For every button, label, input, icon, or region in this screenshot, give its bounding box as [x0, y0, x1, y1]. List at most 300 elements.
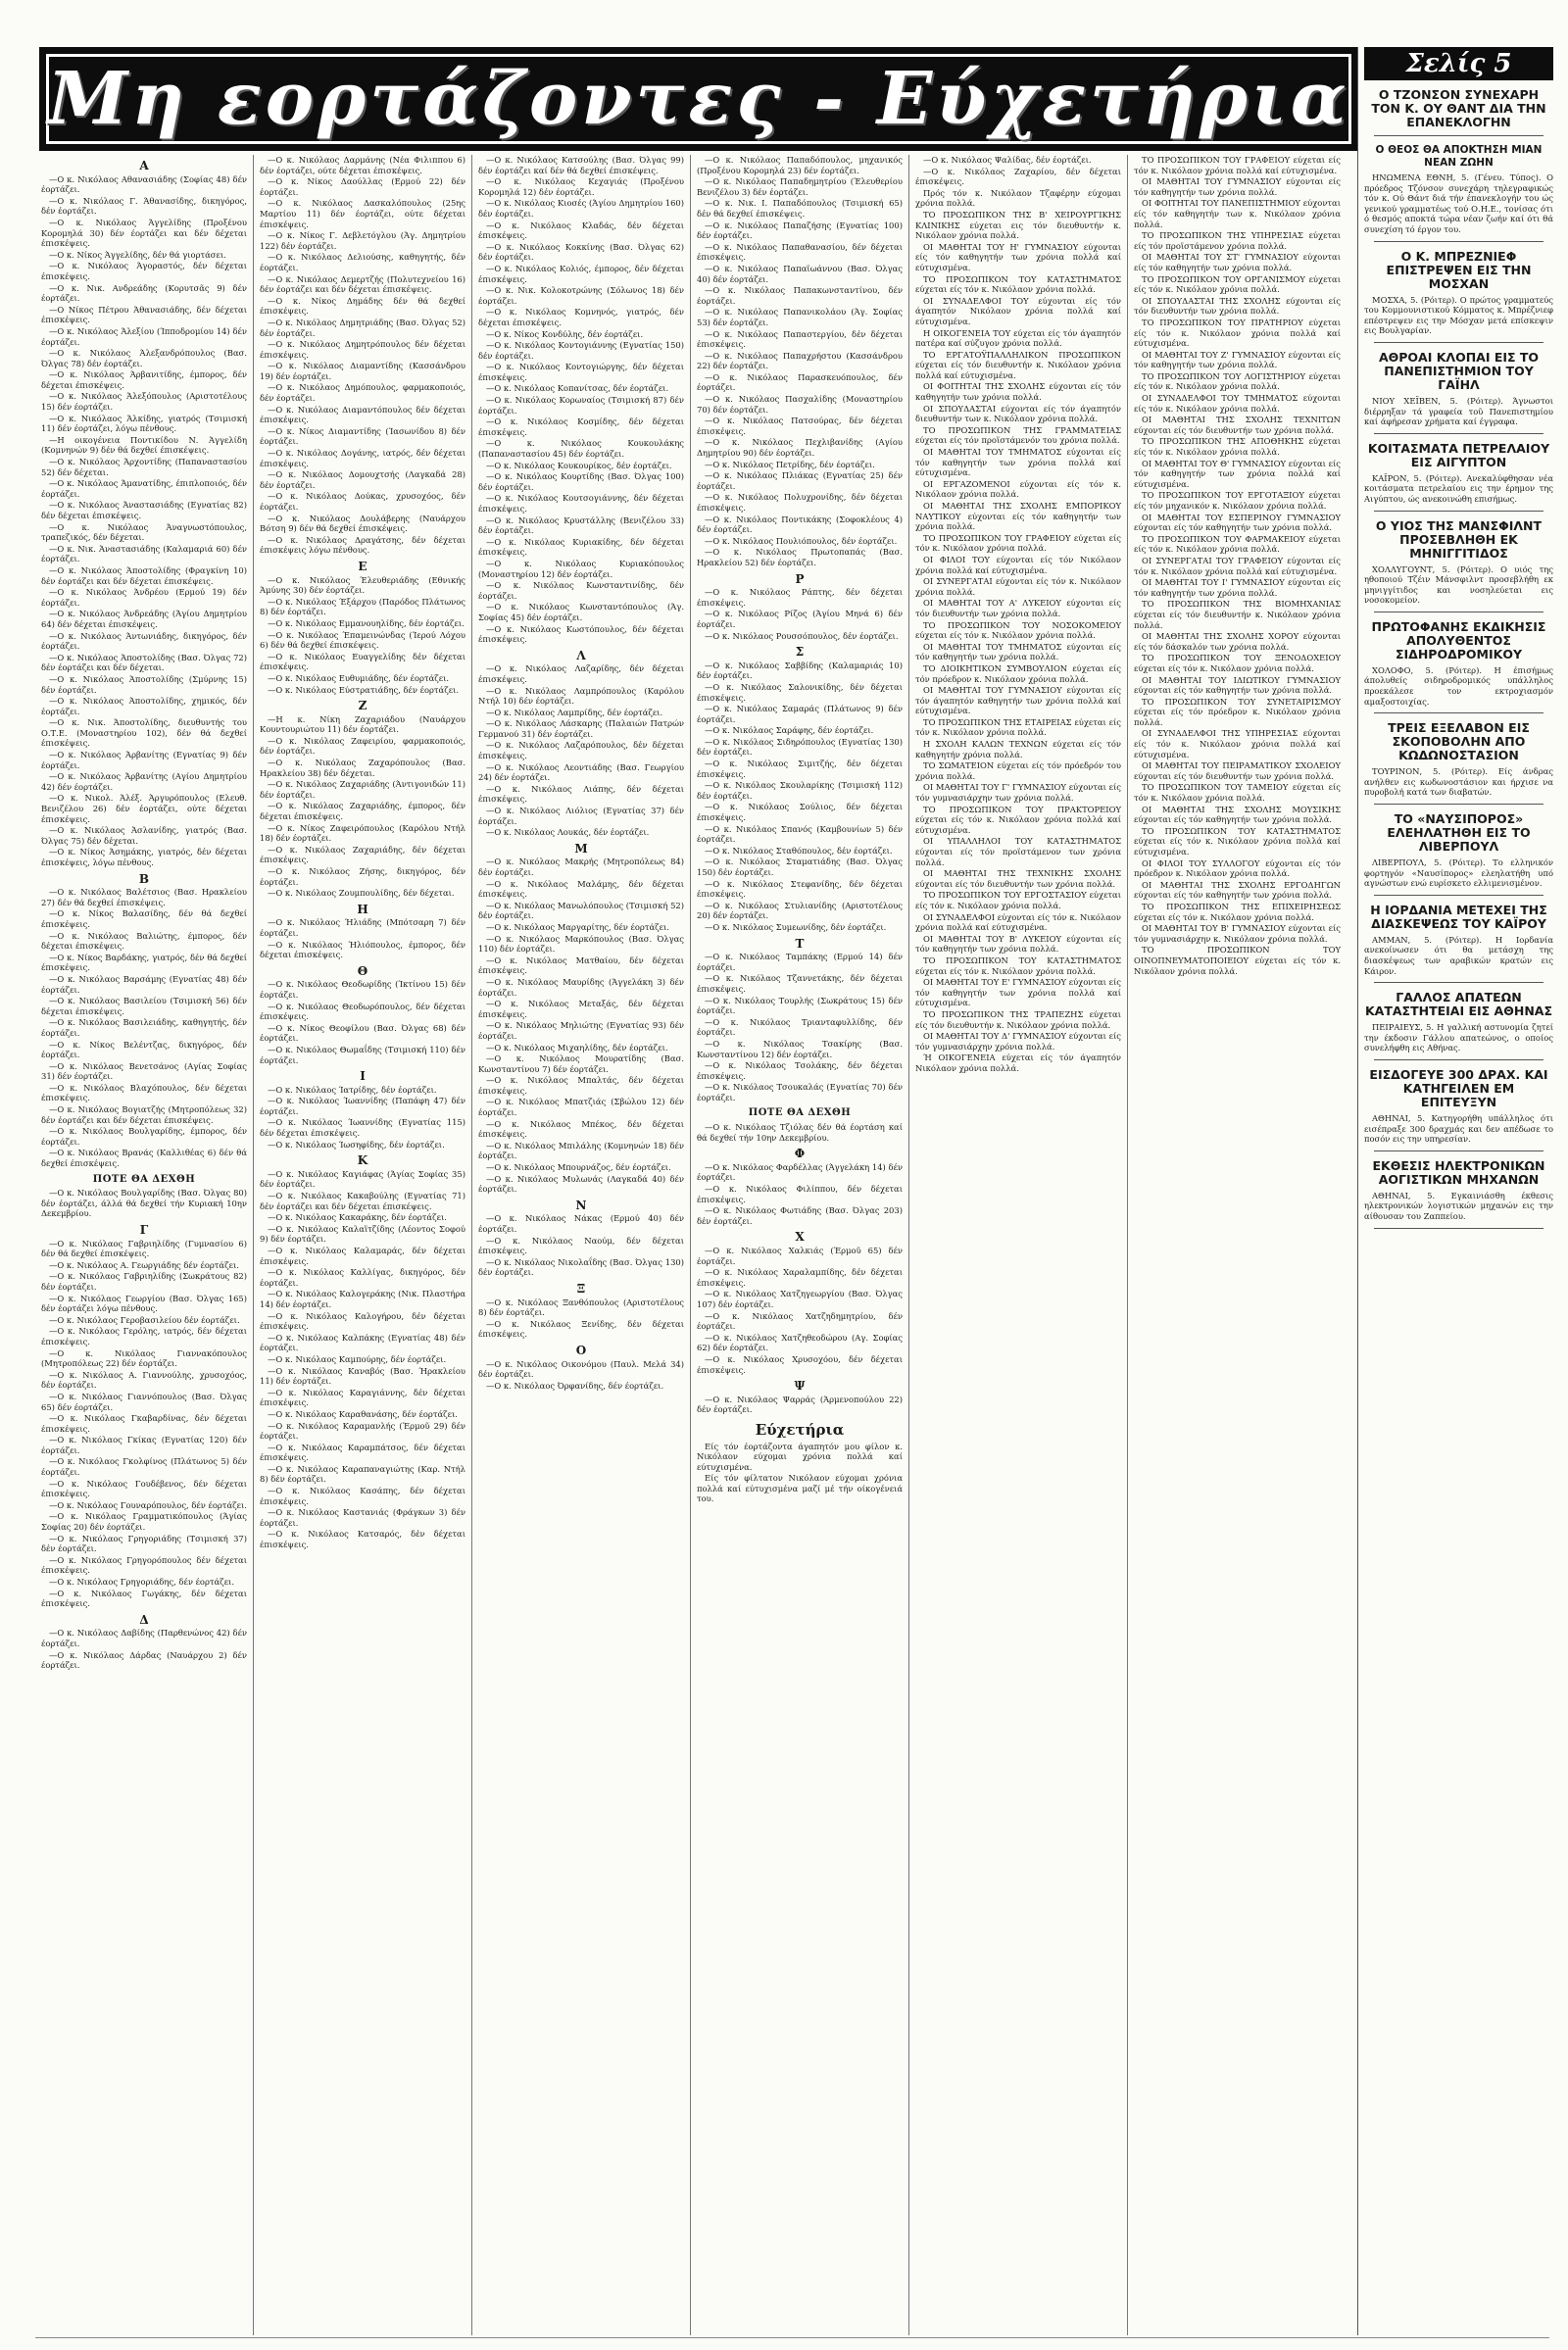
list-item: —Ο κ. Νικ. Ανδρεάδης (Κορυτσᾶς 9) δέν έορτάζει. — [41, 282, 247, 304]
list-item: —Ο κ. Νικόλαος Δάρδας (Ναυάρχου 2) δέν έορτάζει. — [41, 1649, 247, 1671]
divider — [1374, 1228, 1544, 1229]
list-item: —Ο κ. Νικόλαος Λιόλιος (Εγνατίας 37) δέν έορτάζει. — [478, 806, 684, 826]
list-item: —Ο κ. Νικόλαος Βογιατζής (Μητροπόλεως 32) δέν έορτάζει και δέν δέχεται έπισκέψεις. — [41, 1104, 247, 1125]
news-body: ΑΘΗΝΑΙ, 5. Κατηγορήθη υπάλληλος ότι εισέπραξε 300 δραχμάς και δεν απέδωσε το ποσόν εις την υπηρεσίαν. — [1364, 1112, 1553, 1145]
list-item: —Ο κ. Νικόλαος Καλπάκης (Εγνατίας 48) δέν έορτάζει. — [260, 1332, 466, 1353]
list-item: ΤΟ ΠΡΟΣΩΠΙΚΟΝ ΤΟΥ ΠΡΑΚΤΟΡΕΙΟΥ εύχεται είς τόν κ. Νικόλαον χρόνια πολλά καί εύτυχισμένα. — [915, 804, 1121, 835]
list-item: —Ο κ. Νικόλαος Άνδρέου (Ερμού 19) δέν έορτάζει. — [41, 587, 247, 608]
list-item: —Ο κ. Νικόλαος Γιαννόπουλος (Βασ. Όλγας 65) δέν έορτάζει. — [41, 1391, 247, 1412]
list-item: ΤΟ ΠΡΟΣΩΠΙΚΟΝ ΤΟΥ ΟΡΓΑΝΙΣΜΟΥ εύχεται είς τόν κ. Νικόλαον χρόνια πολλά. — [1134, 273, 1341, 295]
list-item: ΟΙ ΜΑΘΗΤΑΙ ΤΟΥ ΓΥΜΝΑΣΙΟΥ εύχονται είς τόν καθηγητήν των χρόνια πολλά. — [1134, 176, 1341, 197]
list-item: —Ο κ. Νικόλαος Κιοσές (Άγίου Δημητρίου 160) δέν έορτάζει. — [478, 198, 684, 219]
list-item: —Ο κ. Νικόλαος Κατσούλης (Βασ. Όλγας 99) δέν έορτάζει καί δέν θά δεχθεί έπισκέψεις. — [478, 155, 684, 175]
list-item: —Ο κ. Νικόλαος Κωνσταντινίδης, δέν έορτάζει. — [478, 580, 684, 601]
column-3 — [472, 155, 691, 2335]
list-item: —Ο κ. Νικόλαος Μαργαρίτης, δέν έορτάζει. — [486, 921, 669, 932]
list-item: Ή ΟΙΚΟΓΕΝΕΙΑ εύχεται είς τόν άγαπητόν Νικόλαον χρόνια πολλά. — [915, 1053, 1121, 1073]
list-item: —Ο κ. Νικόλαος Μεταξάς, δέν δέχεται έπισκέψεις. — [478, 999, 684, 1019]
list-item: —Ο κ. Νικόλαος Κυριακόπουλος (Μοναστηρίου 12) δέν έορτάζει. — [478, 558, 684, 579]
divider — [1374, 712, 1544, 713]
divider — [1374, 135, 1544, 136]
list-item: —Ο κ. Νικόλαος Φαρδέλλας (Άγγελάκη 14) δέν έορτάζει. — [697, 1161, 903, 1183]
list-item: —Ο κ. Νικόλαος Ξανθόπουλος (Αριστοτέλους 8) δέν έορτάζει. — [478, 1297, 684, 1318]
list-item: ΟΙ ΜΑΘΗΤΑΙ ΤΟΥ ΙΔΙΩΤΙΚΟΥ ΓΥΜΝΑΣΙΟΥ εύχονται είς τόν καθηγητήν των χρόνια πολλά. — [1134, 674, 1341, 696]
list-item: —Ο κ. Νικόλαος Γ. Άθανασίδης, δικηγόρος, δέν έορτάζει. — [41, 195, 247, 217]
section-letter: Θ — [357, 963, 368, 978]
list-item: —Ο κ. Νίκος Άσημάκης, γιατρός, δέν δέχεται έπισκέψεις, λόγω πένθους. — [41, 847, 247, 867]
list-item: —Ο κ. Νικόλαος Τσακίρης (Βασ. Κωνσταντίνου 12) δέν έορτάζει. — [697, 1038, 903, 1059]
list-item: ΟΙ ΜΑΘΗΤΑΙ ΤΟΥ Θ' ΓΥΜΝΑΣΙΟΥ εύχονται είς τόν καθηγητήν των χρόνια πολλά καί εύτυχισμένα. — [1134, 458, 1341, 489]
news-body: ΑΜΜΑΝ, 5. (Ρόιτερ). Η Ιορδανία ανεκοίνωσεν ότι θα μετάσχη της διασκέψεως των αραβικών κρατών εις Κάιρον. — [1364, 934, 1553, 976]
news-headline: ΓΑΛΛΟΣ ΑΠΑΤΕΩΝ ΚΑΤΑΣΤΗΤΕΙΑΙ ΕΙΣ ΑΘΗΝΑΣ — [1365, 990, 1552, 1019]
section-letter: Ζ — [358, 699, 368, 713]
list-item: —Ο κ. Νικολ. Άλέξ. Άργυρόπουλος (Ελευθ. Βενιζέλου 26) δέν έορτάζει, ούτε δέχεται έπισκέψεις. — [41, 793, 247, 824]
list-item: —Ο κ. Νικόλαος Έπαμεινώνδας (Ίερού Λόχου 6) δέν θά δεχθεί έπισκέψεις. — [260, 629, 466, 651]
list-item: ΟΙ ΣΠΟΥΔΑΣΤΑΙ ΤΗΣ ΣΧΟΛΗΣ εύχονται είς τόν διευθυντήν των χρόνια πολλά. — [1134, 295, 1341, 317]
section-letter: Β — [138, 871, 150, 886]
list-item: —Ο κ. Νικόλαος Νάκας (Ερμού 40) δέν έορτάζει. — [478, 1213, 684, 1234]
section-letter: Ψ — [794, 1379, 806, 1394]
list-item: Είς τόν έορτάζοντα άγαπητόν μου φίλον κ. Νικόλαον εύχομαι χρόνια πολλά καί εύτυχισμένα. — [697, 1441, 903, 1472]
list-item: —Ο κ. Νικόλαος Μπέκος, δέν δέχεται έπισκέψεις. — [478, 1118, 684, 1140]
list-item: —Ο κ. Νικόλαος Βρανάς (Καλλιθέας 6) δέν θά δεχθεί έπισκέψεις. — [41, 1148, 247, 1169]
list-item: —Ο κ. Νικόλαος Δεμερτζής (Πολυτεχνείου 16) δέν έορτάζει και δέν δέχεται έπισκέψεις. — [260, 273, 466, 295]
list-item: —Ο κ. Νικόλαος Γκίκας (Εγνατίας 120) δέν έορτάζει. — [41, 1435, 247, 1455]
list-item: —Ο κ. Νικόλαος Άναστασιάδης (Εγνατίας 82) δέν δέχεται έπισκέψεις. — [41, 500, 247, 520]
list-item: —Ο κ. Νικόλαος Τουρλής (Σωκράτους 15) δέν έορτάζει. — [697, 995, 903, 1016]
list-item: ΟΙ ΦΙΛΟΙ ΤΟΥ εύχονται είς τόν Νικόλαον χρόνια πολλά καί εύτυχισμένα. — [915, 554, 1121, 575]
list-item: —Ο κ. Νικόλαος Άλεξόπουλος (Αριστοτέλους 15) δέν έορτάζει. — [41, 391, 247, 413]
list-item: ΟΙ ΜΑΘΗΤΑΙ ΤΟΥ ΤΜΗΜΑΤΟΣ εύχονται είς τόν καθηγητήν των χρόνια πολλά. — [915, 641, 1121, 662]
list-item: —Η οικογένεια Ποντικίδου Ν. Άγγελίδη (Κομνηνών 9) δέν θά δεχθεί έπισκέψεις. — [41, 434, 247, 456]
list-item: Η ΣΧΟΛΗ ΚΑΛΩΝ ΤΕΧΝΩΝ εύχεται είς τόν καθηγητήν χρόνια πολλά. — [915, 739, 1121, 759]
list-item: —Ο κ. Νικόλαος Τριανταφυλλίδης, δέν έορτάζει. — [697, 1016, 903, 1038]
list-item: —Ο κ. Νικόλαος Κοσμίδης, δέν δέχεται έπισκέψεις. — [478, 416, 684, 437]
list-item: —Ο κ. Νικόλαος Κατσαρός, δέν δέχεται έπισκέψεις. — [260, 1529, 466, 1550]
list-item: —Ο κ. Νικόλαος Ποντικάκης (Σοφοκλέους 4) δέν έορτάζει. — [697, 514, 903, 535]
list-item: Είς τόν φίλτατον Νικόλαον εύχομαι χρόνια πολλά καί εύτυχισμένα μαζί μέ τήν οίκογένειά του. — [697, 1473, 903, 1504]
list-item: —Ο κ. Νικόλαος Ζαχαρόπουλος (Βασ. Ηρακλείου 38) δέν δέχεται. — [260, 758, 466, 778]
list-item: —Ο κ. Νικόλαος Ζουμπουλίδης, δέν δέχεται. — [268, 888, 455, 899]
list-item: —Ο κ. Νικόλαος Βαλέτσιος (Βασ. Ηρακλείου 27) δέν θά δεχθεί έπισκέψεις. — [41, 887, 247, 907]
list-item: —Ο κ. Νικόλαος Τζαννετάκης, δέν δέχεται έπισκέψεις. — [697, 973, 903, 994]
list-item: —Ο κ. Νικόλαος Γρηγορόπουλος δέν δέχεται έπισκέψεις. — [41, 1554, 247, 1576]
news-headline: Η ΙΟΡΔΑΝΙΑ ΜΕΤΕΧΕΙ ΤΗΣ ΔΙΑΣΚΕΨΕΩΣ ΤΟΥ ΚΑΪΡΟΥ — [1370, 902, 1547, 931]
list-item: ΟΙ ΣΥΝΕΡΓΑΤΑΙ ΤΟΥ ΓΡΑΦΕΙΟΥ εύχονται είς τόν κ. Νικόλαον χρόνια πολλά καί εύτυχισμένα. — [1134, 555, 1341, 576]
list-item: —Ο κ. Νικόλαος Γραμματικόπουλος (Άγίας Σοφίας 20) δέν έορτάζει. — [41, 1511, 247, 1533]
list-item: —Ο κ. Νικόλαος Δραγάτσης, δέν δέχεται έπισκέψεις λόγω πένθους. — [260, 534, 466, 556]
list-item: —Ο κ. Νικόλαος Σαββίδης (Καλαμαριάς 10) δέν έορτάζει. — [697, 660, 903, 681]
list-item: ΟΙ ΣΥΝΑΔΕΛΦΟΙ εύχονται είς τόν κ. Νικόλαον χρόνια πολλά καί εύτυχισμένα. — [915, 911, 1121, 933]
list-item: —Ο κ. Νικόλαος Παπαϊωάννου (Βασ. Όλγας 40) δέν έορτάζει. — [697, 263, 903, 284]
news-body: ΛΙΒΕΡΠΟΥΛ, 5. (Ρόιτερ). Το ελληνικόν φορτηγόν «Ναυσίπορος» ελεηλατήθη υπό αγνώστων ενώ ευρίσκετο ελλιμενισμένον. — [1364, 857, 1553, 889]
list-item: —Ο κ. Νικόλαος Μπαλτάς, δέν δέχεται έπισκέψεις. — [478, 1075, 684, 1096]
list-item: —Ο κ. Νικ. Ι. Παπαδόπουλος (Τσιμισκή 65) δέν θά δεχθεί έπισκέψεις. — [697, 198, 903, 219]
list-item: —Ο κ. Νικόλαος Καλαϊτζίδης (Λέοντος Σοφού 9) δέν έορτάζει. — [260, 1223, 466, 1245]
list-item: —Ο κ. Νικόλαος Λιάπης, δέν δέχεται έπισκέψεις. — [478, 783, 684, 805]
list-item: ΟΙ ΦΙΛΟΙ ΤΟΥ ΣΥΛΛΟΓΟΥ εύχονται είς τόν πρόεδρον κ. Νικόλαον χρόνια πολλά. — [1134, 857, 1341, 879]
divider — [1374, 982, 1544, 983]
list-item: —Ο κ. Νικόλαος Καστανιάς (Φράγκων 3) δέν έορτάζει. — [260, 1507, 466, 1528]
list-item: —Ο κ. Νικόλαος Γκολφίνος (Πλάτωνος 5) δέν έορτάζει. — [41, 1456, 247, 1478]
list-item: —Ο κ. Νικόλαος Ήλιάδης (Μπότσαρη 7) δέν έορτάζει. — [260, 917, 466, 938]
news-body: ΑΘΗΝΑΙ, 5. Εγκαινιάσθη έκθεσις ηλεκτρονικών λογιστικών μηχανών εις την αίθουσαν του Ζαππείου. — [1364, 1190, 1553, 1221]
divider — [1374, 804, 1544, 805]
list-item: —Ο κ. Νικόλαος Κουρτίδης (Βασ. Όλγας 100) δέν έορτάζει. — [478, 471, 684, 492]
list-item: —Ο κ. Νικόλαος Φωτιάδης (Βασ. Όλγας 203) δέν έορτάζει. — [697, 1205, 903, 1226]
section-letter: Ο — [575, 1343, 587, 1357]
list-item: ΤΟ ΠΡΟΣΩΠΙΚΟΝ ΤΟΥ ΚΑΤΑΣΤΗΜΑΤΟΣ εύχεται είς τόν κ. Νικόλαον χρόνια πολλά. — [915, 955, 1121, 976]
list-item: —Ο κ. Νικόλαος Μανωλόπουλος (Τσιμισκή 52) δέν έορτάζει. — [478, 900, 684, 921]
divider — [1374, 241, 1544, 242]
list-item: —Ο κ. Νικόλαος Ίωαννίδης (Εγνατίας 115) δέν δέχεται έπισκέψεις. — [260, 1117, 466, 1139]
list-item: ΟΙ ΜΑΘΗΤΑΙ ΤΗΣ ΣΧΟΛΗΣ ΜΟΥΣΙΚΗΣ εύχονται είς τόν καθηγητήν των χρόνια πολλά. — [1134, 804, 1341, 825]
list-item: —Ο κ. Νικόλαος Γαβριηλίδης (Γυμνασίου 6) δέν θά δεχθεί έπισκέψεις. — [41, 1238, 247, 1259]
list-item: —Ο κ. Νικόλαος Θωμαΐδης (Τσιμισκή 110) δέν έορτάζει. — [260, 1044, 466, 1065]
list-item: —Ο κ. Νίκος Δαούλλας (Ερμού 22) δέν έορτάζει. — [260, 176, 466, 197]
list-item: —Ο κ. Νικόλαος Χατζηθεοδώρου (Αγ. Σοφίας 62) δέν έορτάζει. — [697, 1332, 903, 1353]
section-letter: Γ — [139, 1223, 149, 1237]
section-letter: Τ — [795, 936, 805, 951]
listing-columns — [35, 155, 1348, 2335]
masthead-text: Μη εορτάζοντες - Εύχετήρια — [47, 57, 1350, 141]
list-item: —Ο κ. Νικόλαος Παπαζήσης (Εγνατίας 100) δέν έορτάζει. — [697, 220, 903, 241]
list-item: ΟΙ ΜΑΘΗΤΑΙ ΤΗΣ ΣΧΟΛΗΣ ΧΟΡΟΥ εύχονται είς τόν δάσκαλόν των χρόνια πολλά. — [1134, 631, 1341, 652]
list-item: —Ο κ. Νικόλαος Κοκκίνης (Βασ. Όλγας 62) δέν έορτάζει. — [478, 241, 684, 263]
list-item: —Ο κ. Νικόλαος Μιχαηλίδης, δέν έορτάζει. — [486, 1042, 668, 1053]
list-item: —Ο κ. Νικόλαος Άρχοντίδης (Παπαναστασίου 52) δέν δέχεται. — [41, 457, 247, 477]
list-item: —Ο κ. Νικόλαος Παπαθανασίου, δέν δέχεται έπισκέψεις. — [697, 241, 903, 263]
list-item: —Ο κ. Νικόλαος Λαζαρόπουλος, δέν δέχεται έπισκέψεις. — [478, 740, 684, 761]
list-item: —Ο κ. Νικόλαος Καραπαναγιώτης (Καρ. Ντήλ 8) δέν έορτάζει. — [260, 1463, 466, 1485]
list-item: —Ο κ. Νικόλαος Άρβανιτίδης, έμπορος, δέν δέχεται έπισκέψεις. — [41, 369, 247, 390]
list-item: —Ο κ. Νικόλαος Βενετσάνος (Αγίας Σοφίας 31) δέν έορτάζει. — [41, 1060, 247, 1082]
list-item: —Ο κ. Νίκος Κονδύλης, δέν έορτάζει. — [486, 328, 644, 339]
list-item: —Ο κ. Νικόλαος Μακρής (Μητροπόλεως 84) δέν έορτάζει. — [478, 857, 684, 877]
list-item: —Ο κ. Νικόλαος Κρυστάλλης (Βενιζέλου 33) δέν έορτάζει. — [478, 514, 684, 536]
list-item: —Ο κ. Νικόλαος Καλογεράκης (Νικ. Πλαστήρα 14) δέν έορτάζει. — [260, 1289, 466, 1309]
news-body: ΧΟΛΛΥΓΟΥΝΤ, 5. (Ρόιτερ). Ο υιός της ηθοποιού Τζέιν Μάνσφιλντ προσεβλήθη εκ μηνιγγίτιδος και νοσηλεύεται εις νοσοκομείον. — [1364, 563, 1553, 606]
list-item: —Ο κ. Νικόλαος Καγιάφας (Άγίας Σοφίας 35) δέν έορτάζει. — [260, 1168, 466, 1190]
list-item: ΟΙ ΣΥΝΑΔΕΛΦΟΙ ΤΗΣ ΥΠΗΡΕΣΙΑΣ εύχονται είς τόν κ. Νικόλαον χρόνια πολλά καί εύτυχισμένα. — [1134, 728, 1341, 759]
section-letter: Ξ — [576, 1281, 586, 1296]
list-item: ΟΙ ΜΑΘΗΤΑΙ ΤΟΥ ΠΕΙΡΑΜΑΤΙΚΟΥ ΣΧΟΛΕΙΟΥ εύχονται είς τόν διευθυντήν των χρόνια πολλά. — [1134, 760, 1341, 781]
list-item: —Ο κ. Νικόλαος Λουκάς, δέν έορτάζει. — [486, 827, 650, 838]
list-item: —Ο κ. Νικόλαος Σκουλαρίκης (Τσιμισκή 112) δέν έορτάζει. — [697, 780, 903, 801]
list-item: —Ο κ. Νίκος Θεοφίλου (Βασ. Όλγας 68) δέν έορτάζει. — [260, 1022, 466, 1044]
list-item: —Ο κ. Νικόλαος Δημητριάδης (Βασ. Όλγας 52) δέν έορτάζει. — [260, 317, 466, 338]
list-item: —Ο κ. Νικόλαος Παπαχρήστου (Κασσάνδρου 22) δέν έορτάζει. — [697, 350, 903, 371]
list-item: —Ο κ. Νικόλαος Άποστολίδης (Βασ. Όλγας 72) δέν έορτάζει και δέν δέχεται. — [41, 652, 247, 673]
list-item: —Ο κ. Νίκος Βαλασίδης, δέν θά δεχθεί έπισκέψεις. — [41, 908, 247, 929]
list-item: —Ο κ. Νικόλαος Ίωσηφίδης, δέν έορτάζει. — [268, 1139, 445, 1150]
list-item: —Ο κ. Νικόλαος Γωγάκης, δέν δέχεται έπισκέψεις. — [41, 1588, 247, 1609]
list-item: —Ο κ. Νικόλαος Γουναρόπουλος, δέν έορτάζει. — [49, 1499, 247, 1510]
section-letter: Η — [357, 902, 368, 916]
list-item: —Ο κ. Νικόλαος Βλαχόπουλος, δέν δέχεται έπισκέψεις. — [41, 1082, 247, 1103]
list-item: ΤΟ ΠΡΟΣΩΠΙΚΟΝ ΤΟΥ ΕΡΓΟΤΑΞΙΟΥ εύχεται είς τόν μηχανικόν κ. Νικόλαον χρόνια πολλά. — [1134, 490, 1341, 511]
list-item: —Ο κ. Νικόλαος Στυλιανίδης (Αριστοτέλους 20) δέν έορτάζει. — [697, 900, 903, 921]
list-item: —Ο κ. Νικόλαος Κουκουλάκης (Παπαναστασίου 45) δέν έορτάζει. — [478, 438, 684, 460]
list-item: —Ο κ. Νικόλαος Πλιάκας (Εγνατίας 25) δέν έορτάζει. — [697, 470, 903, 491]
list-item: —Ο κ. Νικόλαος Γαβριηλίδης (Σωκράτους 82) δέν έορτάζει. — [41, 1271, 247, 1292]
list-item: —Ο κ. Νικόλαος Καναβός (Βασ. Ήρακλείου 11) δέν έορτάζει. — [260, 1365, 466, 1387]
list-item: —Ο Νίκος Πέτρου Άθανασιάδης, δέν δέχεται έπισκέψεις. — [41, 304, 247, 325]
section-letter: Α — [139, 159, 149, 172]
list-item: —Ο κ. Νικόλαος Άρβανίτης (Εγνατίας 9) δέν έορτάζει. — [41, 750, 247, 770]
list-item: —Ο κ. Νικόλαος Κοπανίτσας, δέν έορτάζει. — [486, 383, 669, 394]
list-item: ΤΟ ΠΡΟΣΩΠΙΚΟΝ ΤΟΥ ΚΑΤΑΣΤΗΜΑΤΟΣ εύχεται είς τόν κ. Νικόλαον χρόνια πολλά καί εύτυχισμένα. — [1134, 825, 1341, 857]
list-item: —Ο κ. Νικόλαος Έλευθεριάδης (Εθνικής Άμύνης 30) δέν έορτάζει. — [260, 574, 466, 596]
list-item: —Ο κ. Νικόλαος Καραμανλής (Έρμοῦ 29) δέν έορτάζει. — [260, 1420, 466, 1442]
list-item: —Ο κ. Νικόλαος Κυριακίδης, δέν δέχεται έπισκέψεις. — [478, 536, 684, 558]
list-item: —Ο κ. Νικόλαος Κακαβούλης (Εγνατίας 71) δέν έορτάζει και δέν δέχεται έπισκέψεις. — [260, 1191, 466, 1211]
list-item: —Ο κ. Νικόλαος Γεωργίου (Βασ. Όλγας 165) δέν έορτάζει λόγω πένθους. — [41, 1293, 247, 1314]
list-item: —Ο κ. Νικόλαος Κορωναίος (Τσιμισκή 87) δέν έορτάζει. — [478, 395, 684, 416]
list-item: —Ο κ. Νικόλαος Άνδρεάδης (Άγίου Δημητρίου 64) δέν δέχεται έπισκέψεις. — [41, 609, 247, 629]
list-item: —Ο κ. Νικόλαος Καραμπάτσος, δέν δέχεται έπισκέψεις. — [260, 1442, 466, 1463]
list-item: —Ο κ. Νικόλαος Σαράφης, δέν έορτάζει. — [705, 725, 874, 736]
list-item: —Ο κ. Νικόλαος Ίωαννίδης (Παπάφη 47) δέν έορτάζει. — [260, 1096, 466, 1116]
list-item: ΟΙ ΣΠΟΥΔΑΣΤΑΙ εύχονται είς τόν άγαπητόν διευθυντήν των κ. Νικόλαον χρόνια πολλά. — [915, 403, 1121, 424]
list-item: —Ο κ. Νικόλαος Άγγελίδης (Προξένου Κορομηλά 30) δέν έορτάζει και δέν δέχεται έπισκέψεις. — [41, 217, 247, 249]
list-item: —Ο κ. Νίκος Γ. Δεβλετόγλου (Άγ. Δημητρίου 122) δέν έορτάζει. — [260, 230, 466, 251]
list-item: ΤΟ ΠΡΟΣΩΠΙΚΟΝ ΤΟΥ ΟΙΝΟΠΝΕΥΜΑΤΟΠΟΙΕΙΟΥ εύχεται είς τόν κ. Νικόλαον χρόνια πολλά. — [1134, 945, 1341, 976]
list-item: —Ο κ. Νικόλαος Διαμαντίδης (Κασσάνδρου 19) δέν έορτάζει. — [260, 361, 466, 381]
list-item: ΟΙ ΜΑΘΗΤΑΙ ΤΗΣ ΣΧΟΛΗΣ ΤΕΧΝΙΤΩΝ εύχονται είς τόν διευθυντήν των χρόνια πολλά. — [1134, 415, 1341, 435]
list-item: —Ο κ. Νικόλαος Διαμαντόπουλος δέν δέχεται έπισκέψεις. — [260, 404, 466, 425]
column-6 — [1128, 155, 1347, 2335]
list-item: —Ο κ. Νικόλαος Καραγιάννης, δέν δέχεται έπισκέψεις. — [260, 1387, 466, 1408]
list-item: —Ο κ. Νικόλαος Παπαστεργίου, δέν δέχεται έπισκέψεις. — [697, 328, 903, 350]
list-item: ΟΙ ΜΑΘΗΤΑΙ ΤΟΥ Β' ΓΥΜΝΑΣΙΟΥ εύχονται είς τόν γυμνασιάρχην κ. Νικόλαον χρόνια πολλά. — [1134, 923, 1341, 944]
news-headline: Ο ΤΖΟΝΣΟΝ ΣΥΝΕΧΑΡΗ ΤΟΝ Κ. ΟΥ ΘΑΝΤ ΔΙΑ ΤΗΝ ΕΠΑΝΕΚΛΟΓΗΝ — [1371, 87, 1546, 129]
list-item: —Ο κ. Νικόλαος Κοντογιάννης (Εγνατίας 150) δέν έορτάζει. — [478, 340, 684, 361]
list-item: ΤΟ ΠΡΟΣΩΠΙΚΟΝ ΤΟΥ ΓΡΑΦΕΙΟΥ εύχεται είς τόν κ. Νικόλαον χρόνια πολλά καί εύτυχισμένα. — [1134, 155, 1341, 175]
list-item: —Ο κ. Νικόλαος Βαρσάμης (Εγνατίας 48) δέν έορτάζει. — [41, 973, 247, 995]
news-headline: Ο ΘΕΟΣ ΘΑ ΑΠΟΚΤΗΣΗ ΜΙΑΝ ΝΕΑΝ ΖΩΗΝ — [1375, 144, 1543, 169]
list-item: —Ο κ. Νικόλαος Χαλκιάς (Έρμοῦ 65) δέν έορτάζει. — [697, 1246, 903, 1266]
divider — [1374, 342, 1544, 343]
list-item: —Ο κ. Νικόλαος Μπατζιάς (Σβώλου 12) δέν έορτάζει. — [478, 1097, 684, 1118]
divider — [1374, 433, 1544, 434]
list-item: —Ο κ. Νικόλαος Άλεξίου (Ίπποδρομίου 14) δέν έορτάζει. — [41, 325, 247, 347]
list-item: —Ο κ. Νικόλαος Παπανικολάου (Άγ. Σοφίας 53) δέν έορτάζει. — [697, 307, 903, 327]
section-heading: Εύχετήρια — [755, 1420, 845, 1439]
list-item: ΟΙ ΜΑΘΗΤΑΙ ΤΟΥ ΤΜΗΜΑΤΟΣ εύχονται είς τόν καθηγητήν των χρόνια πολλά καί εύτυχισμένα. — [915, 447, 1121, 478]
list-item: —Ο κ. Νικόλαος Σαμαράς (Πλάτωνος 9) δέν έορτάζει. — [697, 704, 903, 724]
list-item: —Ο κ. Νικόλαος Άποστολίδης (Σμύρνης 15) δέν έορτάζει. — [41, 673, 247, 695]
column-2 — [254, 155, 472, 2335]
list-item: —Ο κ. Νίκος Βελέντζας, δικηγόρος, δέν έορτάζει. — [41, 1039, 247, 1060]
column-5 — [909, 155, 1128, 2335]
bottom-rule — [35, 2337, 1549, 2338]
list-item: —Ο κ. Νικόλαος Μυλωνάς (Λαγκαδά 40) δέν έορτάζει. — [478, 1173, 684, 1195]
list-item: —Ο κ. Νικόλαος Κλαδάς, δέν δέχεται έπισκέψεις. — [478, 220, 684, 241]
section-letter: Χ — [795, 1230, 805, 1245]
list-item: —Ο κ. Νικόλαος Θεοδωρίδης (Ίκτίνου 15) δέν έορτάζει. — [260, 979, 466, 1000]
list-item: ΤΟ ΔΙΟΙΚΗΤΙΚΟΝ ΣΥΜΒΟΥΛΙΟΝ εύχεται είς τόν πρόεδρον κ. Νικόλαον χρόνια πολλά. — [915, 662, 1121, 684]
list-item: —Ο κ. Νικόλαος Ζαχαριάδης, έμπορος, δέν δέχεται έπισκέψεις. — [260, 801, 466, 822]
list-item: —Ο κ. Νικόλαος Ράπτης, δέν δέχεται έπισκέψεις. — [697, 587, 903, 608]
list-item: —Ο κ. Νικόλαος Δελιούσης, καθηγητής, δέν έορτάζει. — [260, 252, 466, 272]
list-item: ΤΟ ΠΡΟΣΩΠΙΚΟΝ ΤΟΥ ΠΡΑΤΗΡΙΟΥ εύχεται είς τόν κ. Νικόλαον χρόνια πολλά καί εύτυχισμένα. — [1134, 317, 1341, 349]
list-item: —Ο κ. Νικόλαος Ζαχαριάδης (Άντιγονιδών 11) δέν έορτάζει. — [260, 779, 466, 800]
news-headline: Ο ΥΙΟΣ ΤΗΣ ΜΑΝΣΦΙΛΝΤ ΠΡΟΣΕΒΛΗΘΗ ΕΚ ΜΗΝΙΓΓΙΤΙΔΟΣ — [1375, 517, 1543, 561]
list-item: ΤΟ ΠΡΟΣΩΠΙΚΟΝ ΤΗΣ ΕΤΑΙΡΕΙΑΣ εύχεται είς τόν κ. Νικόλαον χρόνια πολλά. — [915, 716, 1121, 738]
news-sidebar — [1357, 47, 1553, 2335]
list-item: —Ο κ. Νικόλαος Θεοδωρόπουλος, δέν δέχεται έπισκέψεις. — [260, 1001, 466, 1022]
page-title — [39, 47, 1358, 151]
list-item: ΟΙ ΜΑΘΗΤΑΙ ΤΟΥ ΣΤ' ΓΥΜΝΑΣΙΟΥ εύχονται είς τόν καθηγητήν των χρόνια πολλά. — [1134, 252, 1341, 272]
list-item: —Ο κ. Νικόλαος Σαλονικίδης, δέν δέχεται έπισκέψεις. — [697, 681, 903, 703]
list-item: —Ο κ. Νικόλαος Ψαλίδας, δέν έορτάζει. — [923, 155, 1092, 165]
section-letter: Κ — [357, 1153, 368, 1168]
list-item: ΤΟ ΠΡΟΣΩΠΙΚΟΝ ΤΗΣ ΒΙΟΜΗΧΑΝΙΑΣ εύχεται είς τόν διευθυντήν κ. Νικόλαον χρόνια πολλά. — [1134, 599, 1341, 630]
list-item: —Ο κ. Νικόλαος Τσουκαλάς (Εγνατίας 70) δέν έορτάζει. — [697, 1082, 903, 1102]
divider — [1374, 1059, 1544, 1060]
list-item: —Ο κ. Νικόλαος Γκαβαρδίνας, δέν δέχεται έπισκέψεις. — [41, 1413, 247, 1434]
list-item: —Ο κ. Νικόλαος Άποστολίδης (Φραγκίνη 10) δέν έορτάζει και δέν δέχεται έπισκέψεις. — [41, 564, 247, 586]
list-item: —Ο κ. Νικόλαος Δαβίδης (Παρθενώνος 42) δέν έορτάζει. — [41, 1628, 247, 1648]
list-item: —Ο κ. Νικόλαος Μπουρνάζος, δέν έορτάζει. — [486, 1162, 671, 1173]
news-headline: ΕΚΘΕΣΙΣ ΗΛΕΚΤΡΟΝΙΚΩΝ ΑΟΓΙΣΤΙΚΩΝ ΜΗΧΑΝΩΝ — [1372, 1157, 1545, 1187]
list-item: —Ο κ. Νικόλαος Λεοντιάδης (Βασ. Γεωργίου 24) δέν έορτάζει. — [478, 761, 684, 783]
list-item: —Ο κ. Νικόλαος Εμμανουηλίδης, δέν έορτάζει. — [268, 617, 465, 628]
list-item: —Ο κ. Νικόλαος Κολιός, έμπορος, δέν δέχεται έπισκέψεις. — [478, 263, 684, 284]
list-item: —Ο κ. Νικόλαος Άγοραστός, δέν δέχεται έπισκέψεις. — [41, 261, 247, 281]
news-headline: ΤΟ «ΝΑΥΣΙΠΟΡΟΣ» ΕΛΕΗΛΑΤΗΘΗ ΕΙΣ ΤΟ ΛΙΒΕΡΠΟΥΛ — [1387, 811, 1531, 855]
list-item: —Ο κ. Νικόλαος Δομουχτσής (Λαγκαδά 28) δέν έορτάζει. — [260, 469, 466, 490]
list-item: ΤΟ ΠΡΟΣΩΠΙΚΟΝ ΤΟΥ ΞΕΝΟΔΟΧΕΙΟΥ εύχεται είς τόν κ. Νικόλαον χρόνια πολλά. — [1134, 653, 1341, 673]
news-body: ΠΕΙΡΑΙΕΥΣ, 5. Η γαλλική αστυνομία ζητεί την έκδοσιν Γάλλου απατεώνος, ο οποίος συνελήφθη εις Αθήνας. — [1364, 1022, 1553, 1053]
list-item: —Ο κ. Νικόλαος Ευθυμιάδης, δέν έορτάζει. — [268, 672, 450, 683]
list-item: ΟΙ ΜΑΘΗΤΑΙ ΤΗΣ ΣΧΟΛΗΣ ΕΜΠΟΡΙΚΟΥ ΝΑΥΤΙΚΟΥ εύχονται είς τόν καθηγητήν των χρόνια πολλά. — [915, 501, 1121, 532]
list-item: —Ο κ. Νικόλαος Καλαμαράς, δέν δέχεται έπισκέψεις. — [260, 1246, 466, 1266]
list-item: —Ο κ. Νικόλαος Γρηγοριάδης, δέν έορτάζει. — [49, 1577, 234, 1587]
news-body: ΚΑΪΡΟΝ, 5. (Ρόιτερ). Ανεκαλύφθησαν νέα κοιτάσματα πετρελαίου εις την έρημον της Αιγύπτου, ώς ανεκοινώθη επισήμως. — [1364, 472, 1553, 504]
list-item: —Ο κ. Νικόλαος Δουλάβερης (Ναυάρχου Βότση 9) δέν θά δεχθεί έπισκέψεις. — [260, 513, 466, 534]
list-item: —Ο κ. Νικόλαος Σπανός (Καμβουνίων 5) δέν έορτάζει. — [697, 823, 903, 845]
section-heading: ΠΟΤΕ ΘΑ ΔΕΧΘΗ — [748, 1107, 852, 1119]
list-item: —Ο κ. Νικόλαος Λάσκαρης (Παλαιών Πατρών Γερμανού 31) δέν έορτάζει. — [478, 718, 684, 739]
list-item: —Ο κ. Νικόλαος Ρίζος (Άγίου Μηνά 6) δέν έορτάζει. — [697, 609, 903, 629]
list-item: ΤΟ ΠΡΟΣΩΠΙΚΟΝ ΤΟΥ ΕΡΓΟΣΤΑΣΙΟΥ εύχεται είς τόν κ. Νικόλαον χρόνια πολλά. — [915, 890, 1121, 910]
list-item: ΤΟ ΠΡΟΣΩΠΙΚΟΝ ΤΟΥ ΚΑΤΑΣΤΗΜΑΤΟΣ εύχεται είς τόν κ. Νικόλαον χρόνια πολλά. — [915, 273, 1121, 295]
list-item: —Ο κ. Νικόλαος Πετρίδης, δέν έορτάζει. — [705, 459, 875, 469]
list-item: ΤΟ ΠΡΟΣΩΠΙΚΟΝ ΤΗΣ ΓΡΑΜΜΑΤΕΙΑΣ εύχεται είς τόν προϊστάμενόν του χρόνια πολλά. — [915, 424, 1121, 446]
list-item: —Ο κ. Νικόλαος Ευαγγελίδης δέν δέχεται έπισκέψεις. — [260, 651, 466, 672]
section-heading: ΠΟΤΕ ΘΑ ΔΕΧΘΗ — [92, 1173, 196, 1185]
list-item: —Ο κ. Νικόλαος Άσλανίδης, γιατρός (Βασ. Όλγας 75) δέν δέχεται. — [41, 825, 247, 846]
list-item: —Ο κ. Νικόλαος Πρωτοπαπάς (Βασ. Ηρακλείου 52) δέν έορτάζει. — [697, 547, 903, 567]
list-item: —Ο κ. Νικόλαος Ναούμ, δέν δέχεται έπισκέψεις. — [478, 1235, 684, 1256]
list-item: —Ο κ. Νικόλαος Μαρκόπουλος (Βασ. Όλγας 110) δέν έορτάζει. — [478, 933, 684, 955]
list-item: ΟΙ ΜΑΘΗΤΑΙ ΤΟΥ Δ' ΓΥΜΝΑΣΙΟΥ εύχονται είς τόν γυμνασιάρχην χρόνια πολλά. — [915, 1031, 1121, 1052]
list-item: Η ΟΙΚΟΓΕΝΕΙΑ ΤΟΥ εύχεται είς τόν άγαπητόν πατέρα καί σύζυγον χρόνια πολλά. — [915, 327, 1121, 349]
list-item: —Ο κ. Νικόλαος Καλογήρου, δέν δέχεται έπισκέψεις. — [260, 1310, 466, 1332]
section-letter: Ι — [360, 1069, 366, 1084]
list-item: ΤΟ ΠΡΟΣΩΠΙΚΟΝ ΤΟΥ ΓΡΑΦΕΙΟΥ εύχεται είς τόν κ. Νικόλαον χρόνια πολλά. — [915, 532, 1121, 554]
list-item: —Ο κ. Νικόλαος Δασκαλόπουλος (25ης Μαρτίου 11) δέν έορτάζει, ούτε δέχεται έπισκέψεις. — [260, 198, 466, 229]
list-item: —Ο κ. Νικόλαος Κοντογιώργης, δέν δέχεται έπισκέψεις. — [478, 362, 684, 382]
list-item: —Ο κ. Νικόλαος Φιλίππου, δέν δέχεται έπισκέψεις. — [697, 1184, 903, 1204]
list-item: —Ο κ. Νικόλαος Χρυσοχόου, δέν δέχεται έπισκέψεις. — [697, 1353, 903, 1375]
list-item: —Ο κ. Νικόλαος Γερόλης, ιατρός, δέν δέχεται έπισκέψεις. — [41, 1326, 247, 1346]
list-item: ΤΟ ΠΡΟΣΩΠΙΚΟΝ ΤΗΣ ΥΠΗΡΕΣΙΑΣ εύχεται είς τόν προϊστάμενον χρόνια πολλά. — [1134, 230, 1341, 251]
list-item: ΟΙ ΕΡΓΑΖΟΜΕΝΟΙ εύχονται είς τόν κ. Νικόλαον χρόνια πολλά. — [915, 478, 1121, 500]
list-item: ΤΟ ΣΩΜΑΤΕΙΟΝ εύχεται είς τόν πρόεδρόν του χρόνια πολλά. — [915, 760, 1121, 781]
list-item: —Ο κ. Νικόλαος Πουλιόπουλος, δέν έορτάζει. — [705, 535, 898, 546]
list-item: —Ο κ. Νικόλαος Άρβανίτης (Αγίου Δημητρίου 42) δέν έορτάζει. — [41, 771, 247, 792]
list-item: —Ο κ. Νικόλαος Γεροβασιλείου δέν έορτάζει. — [49, 1314, 240, 1325]
list-item: —Ο κ. Νικόλαος Μουρατίδης (Βασ. Κωνσταντίνου 7) δέν έορτάζει. — [478, 1053, 684, 1074]
news-body: ΝΙΟΥ ΧΕΪΒΕΝ, 5. (Ρόιτερ). Άγνωστοι διέρρηξαν τά γραφεία τοῦ Πανεπιστημίου καί άφήρεσαν χρήματα καί έγγραφα. — [1364, 395, 1553, 427]
list-item: —Ο κ. Νικόλαος Συμεωνίδης, δέν έορτάζει. — [705, 921, 887, 932]
list-item: ΤΟ ΠΡΟΣΩΠΙΚΟΝ ΤΟΥ ΛΟΓΙΣΤΗΡΙΟΥ εύχεται είς τόν κ. Νικόλαον χρόνια πολλά. — [1134, 370, 1341, 392]
list-item: ΟΙ ΜΑΘΗΤΑΙ ΤΟΥ Α' ΛΥΚΕΙΟΥ εύχονται είς τόν διευθυντήν των χρόνια πολλά. — [915, 598, 1121, 618]
list-item: —Ο κ. Νικόλαος Πατσούρας, δέν δέχεται έπισκέψεις. — [697, 416, 903, 436]
list-item: —Ο κ. Νικόλαος Πασχαλίδης (Μοναστηρίου 70) δέν έορτάζει. — [697, 394, 903, 415]
list-item: —Ο κ. Νικόλαος Καλλίγας, δικηγόρος, δέν έορτάζει. — [260, 1267, 466, 1288]
list-item: —Ο κ. Νικόλαος Σταθόπουλος, δέν έορτάζει. — [705, 845, 893, 856]
list-item: ΤΟ ΠΡΟΣΩΠΙΚΟΝ ΤΟΥ ΦΑΡΜΑΚΕΙΟΥ εύχεται είς τόν κ. Νικόλαον χρόνια πολλά. — [1134, 533, 1341, 555]
list-item: —Ο κ. Νικόλαος Χατζηδημητρίου, δέν έορτάζει. — [697, 1310, 903, 1332]
divider — [1374, 511, 1544, 512]
list-item: ΤΟ ΠΡΟΣΩΠΙΚΟΝ ΤΗΣ ΑΠΟΘΗΚΗΣ εύχεται είς τόν κ. Νικόλαον χρόνια πολλά. — [1134, 436, 1341, 458]
list-item: ΟΙ ΜΑΘΗΤΑΙ ΤΟΥ Ε' ΓΥΜΝΑΣΙΟΥ εύχονται είς τόν καθηγητήν των χρόνια πολλά καί εύτυχισμένα. — [915, 977, 1121, 1008]
list-item: —Ο κ. Νικόλαος Παπακωνσταντίνου, δέν έορτάζει. — [697, 285, 903, 306]
list-item: —Ο κ. Νικόλαος Ίατρίδης, δέν έορτάζει. — [268, 1084, 437, 1095]
column-1 — [35, 155, 254, 2335]
news-headline: ΕΙΣΔΟΓΕΥΕ 300 ΔΡΑΧ. ΚΑΙ ΚΑΤΗΓΕΙΛΕΝ ΕΜ ΕΠΙΤΕΥΞΥΝ — [1369, 1066, 1548, 1109]
news-body: ΧΟΛΟΦΟ, 5. (Ρόιτερ). Η έπισήμως άπολυθείς σιδηροδρομικός υπάλληλος προεκάλεσε τον εκτροχιασμόν αμαξοστοιχίας. — [1364, 664, 1553, 707]
column-4 — [691, 155, 909, 2335]
list-item: —Ο κ. Νικόλαος Τσολάκης, δέν δέχεται έπισκέψεις. — [697, 1060, 903, 1081]
list-item: ΤΟ ΠΡΟΣΩΠΙΚΟΝ ΤΟΥ ΣΥΝΕΤΑΙΡΙΣΜΟΥ εύχεται είς τόν πρόεδρον κ. Νικόλαον χρόνια πολλά. — [1134, 696, 1341, 727]
list-item: —Ο κ. Νικόλαος Μηλιώτης (Εγνατίας 93) δέν έορτάζει. — [478, 1020, 684, 1041]
list-item: —Ο κ. Νικόλαος Δούκας, χρυσοχόος, δέν έορτάζει. — [260, 491, 466, 512]
list-item: —Ο κ. Νίκος Άγγελίδης, δέν θά γιορτάσει. — [49, 249, 226, 260]
list-item: —Η κ. Νίκη Ζαχαριάδου (Ναυάρχου Κουντουριώτου 11) δέν έορτάζει. — [260, 713, 466, 735]
list-item: ΟΙ ΦΟΙΤΗΤΑΙ ΤΟΥ ΠΑΝΕΠΙΣΤΗΜΙΟΥ εύχονται είς τόν καθηγητήν των κ. Νικόλαον χρόνια πολλά. — [1134, 198, 1341, 229]
list-item: —Ο κ. Νικόλαος Γιαννακόπουλος (Μητροπόλεως 22) δέν έορτάζει. — [41, 1347, 247, 1369]
list-item: ΤΟ ΕΡΓΑΤΟΫΠΑΛΛΗΛΙΚΟΝ ΠΡΟΣΩΠΙΚΟΝ εύχεται είς τόν διευθυντήν κ. Νικόλαον χρόνια πολλά καί εύτυχισμένα. — [915, 349, 1121, 380]
page-number-tag: Σελίς 5 — [1364, 47, 1553, 80]
list-item: —Ο κ. Νικόλαος Άναγνωστόπουλος, τραπεζικός, δέν δέχεται. — [41, 521, 247, 543]
list-item: ΟΙ ΦΟΙΤΗΤΑΙ ΤΗΣ ΣΧΟΛΗΣ εύχονται είς τόν καθηγητήν των χρόνια πολλά. — [915, 381, 1121, 403]
list-item: —Ο κ. Νικόλαος Βασιλείου (Τσιμισκή 56) δέν δέχεται έπισκέψεις. — [41, 996, 247, 1016]
list-item: —Ο κ. Νίκος Βαρδάκης, γιατρός, δέν θά δεχθεί έπισκέψεις. — [41, 952, 247, 973]
list-item: ΟΙ ΜΑΘΗΤΑΙ ΤΟΥ Β' ΛΥΚΕΙΟΥ εύχονται είς τόν καθηγητήν των χρόνια πολλά. — [915, 933, 1121, 955]
list-item: —Ο κ. Νικόλαος Πεχλιβανίδης (Αγίου Δημητρίου 90) δέν έορτάζει. — [697, 437, 903, 459]
list-item: —Ο κ. Νικ. Κολοκοτρώνης (Σόλωνος 18) δέν έορτάζει. — [478, 285, 684, 306]
list-item: —Ο κ. Νικόλαος Ζαχαριάδης, δέν δέχεται έπισκέψεις. — [260, 844, 466, 865]
list-item: —Ο κ. Νίκος Διαμαντίδης (Ίασωνίδου 8) δέν έορτάζει. — [260, 425, 466, 447]
list-item: —Ο κ. Νικόλαος Σιδηρόπουλος (Εγνατίας 130) δέν έορτάζει. — [697, 736, 903, 758]
list-item: —Ο κ. Νικόλαος Κεχαγιάς (Προξένου Κορομηλά 12) δέν έορτάζει. — [478, 176, 684, 197]
list-item: ΟΙ ΜΑΘΗΤΑΙ ΤΟΥ Ι' ΓΥΜΝΑΣΙΟΥ εύχονται είς τόν καθηγητήν των χρόνια πολλά. — [1134, 577, 1341, 598]
list-item: —Ο κ. Νικόλαος Κουτσογιάννης, δέν δέχεται έπισκέψεις. — [478, 493, 684, 514]
list-item: —Ο κ. Νικόλαος Χαραλαμπίδης, δέν δέχεται έπισκέψεις. — [697, 1267, 903, 1288]
list-item: ΟΙ ΜΑΘΗΤΑΙ ΤΟΥ ΓΥΜΝΑΣΙΟΥ εύχονται είς τόν άγαπητόν καθηγητήν των χρόνια πολλά καί εύτυχισμένα. — [915, 685, 1121, 716]
list-item: —Ο κ. Νικόλαος Άλκίδης, γιατρός (Τσιμισκή 11) δέν έορτάζει, λόγω πένθους. — [41, 413, 247, 434]
list-item: —Ο κ. Νικόλαος Σταματιάδης (Βασ. Όλγας 150) δέν έορτάζει. — [697, 857, 903, 877]
section-letter: Φ — [794, 1147, 806, 1161]
news-body: ΤΟΥΡΙΝΟΝ, 5. (Ρόιτερ). Είς άνδρας ανήλθεν εις κωδωνοστάσιον και ήρχισε να πυροβολή κατά των διαβατών. — [1364, 766, 1553, 798]
section-letter: Λ — [576, 648, 586, 662]
divider — [1374, 895, 1544, 896]
